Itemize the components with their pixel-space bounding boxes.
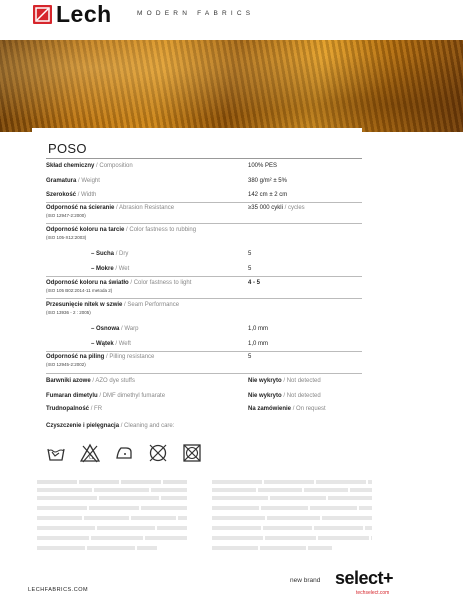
spec-rubbing: Odporność koloru na tarcie / Color fastness to rubbing (ISO 105-X12:2003): [46, 227, 197, 240]
hero-fabric-image: [0, 40, 463, 132]
spec-azo: Barwniki azowe / AZO dye stuffs Nie wykryto / Not detected: [46, 378, 321, 384]
spec-rubbing-dry: – Sucha / Dry 5: [91, 251, 252, 257]
no-tumble-dry-icon: [182, 443, 202, 463]
no-dry-clean-icon: [148, 443, 168, 463]
spec-seam-weft: – Wątek / Weft 1,0 mm: [91, 341, 269, 347]
divider: [46, 223, 362, 224]
select-website-link[interactable]: techselect.com: [356, 590, 390, 596]
website-link[interactable]: LECHFABRICS.COM: [28, 587, 89, 593]
divider: [46, 373, 362, 374]
no-bleach-icon: [80, 443, 100, 463]
divider: [46, 158, 362, 159]
spec-composition: Skład chemiczny / Composition 100% PES: [46, 163, 278, 169]
divider: [46, 351, 362, 352]
spec-seam: Przesunięcie nitek w szwie / Seam Performance (ISO 13936 - 2 : 2005): [46, 302, 180, 315]
spec-dmf: Fumaran dimetylu / DMF dimethyl fumarate Nie wykryto / Not detected: [46, 393, 321, 399]
iron-low-icon: [114, 443, 134, 463]
care-icons: [46, 443, 206, 465]
brand-name[interactable]: Lech: [56, 1, 112, 27]
svg-text:CL: CL: [89, 455, 95, 460]
divider: [46, 202, 362, 203]
spec-pilling: Odporność na piling / Pilling resistance (ISO 12945-2:2002) 5: [46, 354, 252, 367]
spec-weight: Gramatura / Weight 380 g/m² ± 5%: [46, 178, 287, 184]
divider: [46, 276, 362, 277]
spec-light: Odporność koloru na światło / Color fastness to light (ISO 105 B02:2014-11 metoda 2) 4 - 5: [46, 280, 261, 293]
spec-care: Czyszczenie i pielęgnacja / Cleaning and care:: [46, 423, 175, 429]
new-brand-label: new brand: [290, 577, 321, 584]
lech-logo-icon[interactable]: [33, 5, 52, 24]
product-name: POSO: [48, 141, 87, 156]
spec-seam-warp: – Osnowa / Warp 1,0 mm: [91, 326, 269, 332]
header: [0, 0, 463, 40]
spec-flammability: Trudnopalność / FR Na zamówienie / On request: [46, 406, 326, 412]
tagline: MODERN FABRICS: [137, 10, 255, 17]
divider: [46, 298, 362, 299]
spec-abrasion: Odporność na ścieranie / Abrasion Resistance (ISO 12947-2:2000) ≥35 000 cykli / cycles: [46, 205, 305, 218]
spec-rubbing-wet: – Mokre / Wet 5: [91, 266, 252, 272]
select-logo[interactable]: select+: [335, 568, 394, 588]
spec-width: Szerokość / Width 142 cm ± 2 cm: [46, 192, 288, 198]
hand-wash-icon: [46, 443, 66, 463]
